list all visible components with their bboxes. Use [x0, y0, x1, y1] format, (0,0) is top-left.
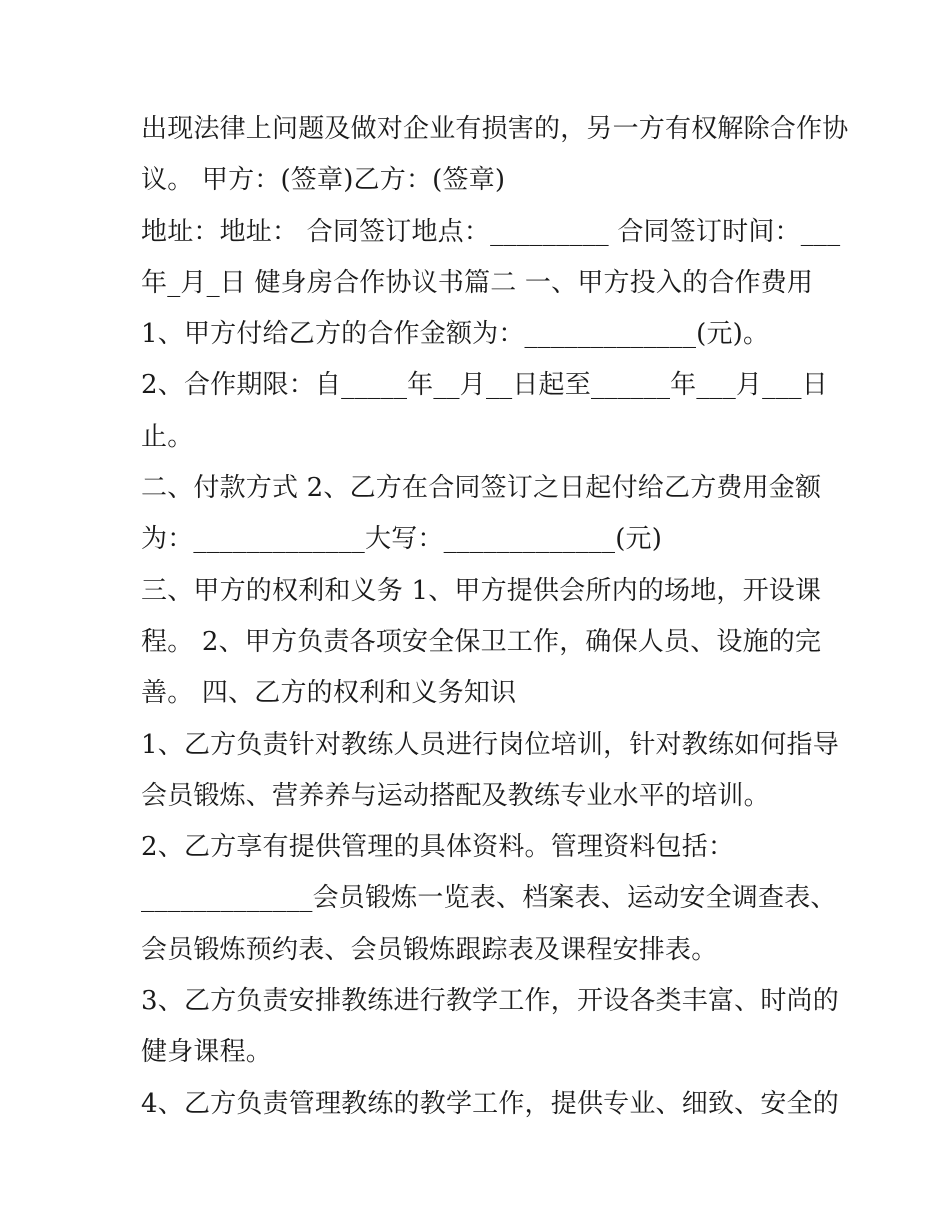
text-line: 善。 四、乙方的权利和义务知识	[141, 678, 517, 709]
text-line: 止。	[141, 421, 194, 452]
text-line: 健身课程。	[141, 1037, 273, 1068]
text-line: 三、甲方的权利和义务 1、甲方提供会所内的场地，开设课	[141, 575, 822, 606]
text-line: 地址：地址： 合同签订地点：_________ 合同签订时间：___	[141, 216, 841, 247]
text-line: 会员锻炼预约表、会员锻炼跟踪表及课程安排表。	[141, 934, 718, 965]
text-line: 为：_____________大写：_____________(元)	[141, 524, 663, 555]
text-line: 会员锻炼、营养养与运动搭配及教练专业水平的培训。	[141, 780, 770, 811]
text-line: 4、乙方负责管理教练的教学工作，提供专业、细致、安全的	[141, 1088, 839, 1119]
text-line: 2、乙方享有提供管理的具体资料。管理资料包括：	[141, 832, 735, 863]
text-line: 年_月_日 健身房合作协议书篇二 一、甲方投入的合作费用	[141, 267, 814, 298]
text-line: 议。 甲方：(签章)乙方：(签章)	[141, 165, 506, 196]
document-body	[141, 104, 849, 1130]
text-line: _____________会员锻炼一览表、档案表、运动安全调查表、	[141, 883, 837, 914]
text-line: 程。 2、甲方负责各项安全保卫工作，确保人员、设施的完	[141, 626, 822, 657]
text-line: 二、付款方式 2、乙方在合同签订之日起付给乙方费用金额	[141, 473, 822, 504]
text-line: 3、乙方负责安排教练进行教学工作，开设各类丰富、时尚的	[141, 986, 839, 1017]
text-line: 2、合作期限：自_____年__月__日起至______年___月___日	[141, 370, 828, 401]
text-line: 1、乙方负责针对教练人员进行岗位培训，针对教练如何指导	[141, 729, 839, 760]
text-line: 1、甲方付给乙方的合作金额为：_____________(元)。	[141, 319, 770, 350]
text-line: 出现法律上问题及做对企业有损害的，另一方有权解除合作协	[141, 114, 849, 144]
